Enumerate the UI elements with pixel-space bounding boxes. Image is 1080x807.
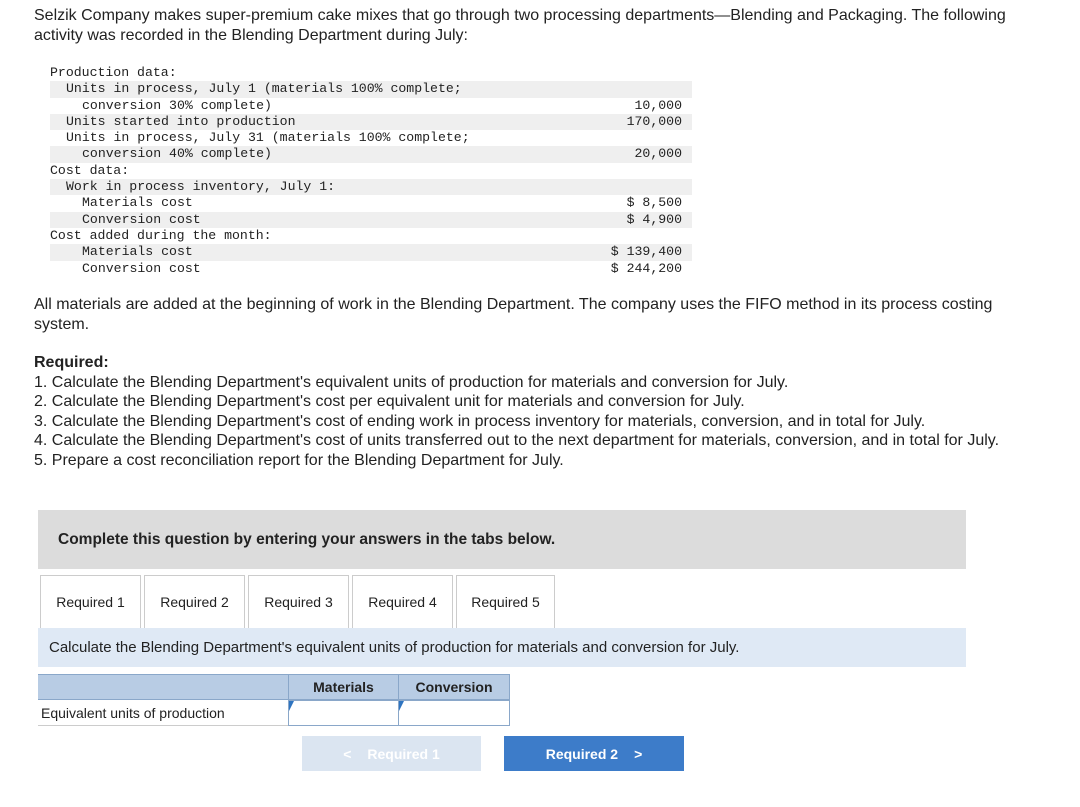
header-blank-cell [38, 674, 288, 700]
data-table-row-label: Units in process, July 31 (materials 100% complete; [66, 130, 470, 146]
conversion-column-header: Conversion [399, 674, 510, 700]
required-item-2: 2. Calculate the Blending Department's cost per equivalent unit for materials and conversion for July. [34, 393, 745, 410]
data-table-row-label: Cost data: [50, 162, 130, 178]
required-item-4: 4. Calculate the Blending Department's cost of units transferred out to the next department for materials, conversion, and in total for July. [34, 432, 1000, 449]
data-table-row-value: $ 139,400 [610, 244, 682, 260]
data-table-row-value: $ 244,200 [610, 260, 682, 276]
data-table-row-label: conversion 40% complete) [82, 146, 272, 162]
tab-instruction: Calculate the Blending Department's equivalent units of production for materials and conversion for July. [38, 628, 966, 667]
data-table-row [50, 81, 692, 97]
materials-note: All materials are added at the beginning of work in the Blending Department. The company uses the FIFO method in its process costing system. [34, 296, 993, 333]
data-table-row-value [572, 228, 692, 244]
data-table-row-value: 170,000 [626, 113, 682, 129]
data-table-row-value: 10,000 [634, 97, 682, 113]
tab-required-5[interactable]: Required 5 [456, 575, 555, 628]
answer-table [38, 674, 510, 726]
equivalent-units-row-label: Equivalent units of production [38, 700, 288, 726]
data-table-row [50, 228, 692, 244]
next-button-label: Required 2 [545, 745, 619, 762]
data-table-row [50, 98, 692, 114]
data-table-row-label: Conversion cost [82, 211, 201, 227]
data-table-row-label: Units started into production [66, 113, 296, 129]
production-cost-data-table [50, 65, 692, 277]
data-table-row [50, 114, 692, 130]
required-item-3: 3. Calculate the Blending Department's cost of ending work in process inventory for materials, conversion, and in total for July. [34, 412, 926, 430]
next-required-button[interactable] [504, 736, 684, 771]
required-heading: Required: [34, 354, 109, 371]
tab-required-1[interactable]: Required 1 [40, 575, 141, 628]
materials-equivalent-units-input[interactable] [289, 701, 398, 725]
required-item-1: 1. Calculate the Blending Department's equivalent units of production for materials and conversion for July. [34, 373, 789, 391]
required-item-5: 5. Prepare a cost reconciliation report for the Blending Department for July. [34, 451, 564, 469]
previous-button-label: Required 1 [367, 745, 440, 762]
data-table-row-label: Cost added during the month: [50, 227, 272, 243]
conversion-input-cell [399, 700, 510, 726]
data-table-row-label: conversion 30% complete) [82, 97, 272, 113]
data-table-row [50, 261, 692, 277]
instructions-banner: Complete this question by entering your answers in the tabs below. [38, 510, 966, 569]
data-table-row-label: Materials cost [82, 244, 193, 260]
data-table-row [50, 179, 692, 195]
data-table-row [50, 195, 692, 211]
tab-required-3[interactable]: Required 3 [248, 575, 349, 628]
tab-required-4[interactable]: Required 4 [352, 575, 453, 628]
data-table-row-value [572, 65, 692, 81]
materials-input-cell [288, 700, 399, 726]
previous-required-button[interactable] [302, 736, 481, 771]
data-table-row [50, 163, 692, 179]
materials-column-header: Materials [288, 674, 399, 700]
data-table-row-value: 20,000 [634, 146, 682, 162]
data-table-row [50, 146, 692, 162]
required-section [34, 353, 1044, 470]
data-table-row-value [572, 163, 692, 179]
required-tabs [40, 575, 558, 628]
chevron-right-icon: > [634, 745, 643, 762]
data-table-row [50, 244, 692, 260]
data-table-row-label: Conversion cost [82, 260, 201, 276]
data-table-row-value [572, 81, 692, 97]
data-table-row-label: Materials cost [82, 195, 193, 211]
data-table-row-label: Units in process, July 1 (materials 100% complete; [66, 81, 462, 97]
data-table-row-value: $ 4,900 [626, 211, 682, 227]
tab-required-2[interactable]: Required 2 [144, 575, 245, 628]
chevron-left-icon: < [343, 745, 352, 762]
data-table-row-label: Production data: [50, 65, 177, 80]
data-table-row-value: $ 8,500 [626, 195, 682, 211]
data-table-row-label: Work in process inventory, July 1: [66, 179, 336, 195]
data-table-row [50, 65, 692, 81]
data-table-row [50, 130, 692, 146]
conversion-equivalent-units-input[interactable] [399, 701, 509, 725]
problem-intro: Selzik Company makes super-premium cake mixes that go through two processing departments—Blending and Packaging. The following activity was recorded in the Blending Department during July: [34, 7, 1006, 44]
data-table-row-value [572, 130, 692, 146]
data-table-row [50, 212, 692, 228]
data-table-row-value [572, 179, 692, 195]
